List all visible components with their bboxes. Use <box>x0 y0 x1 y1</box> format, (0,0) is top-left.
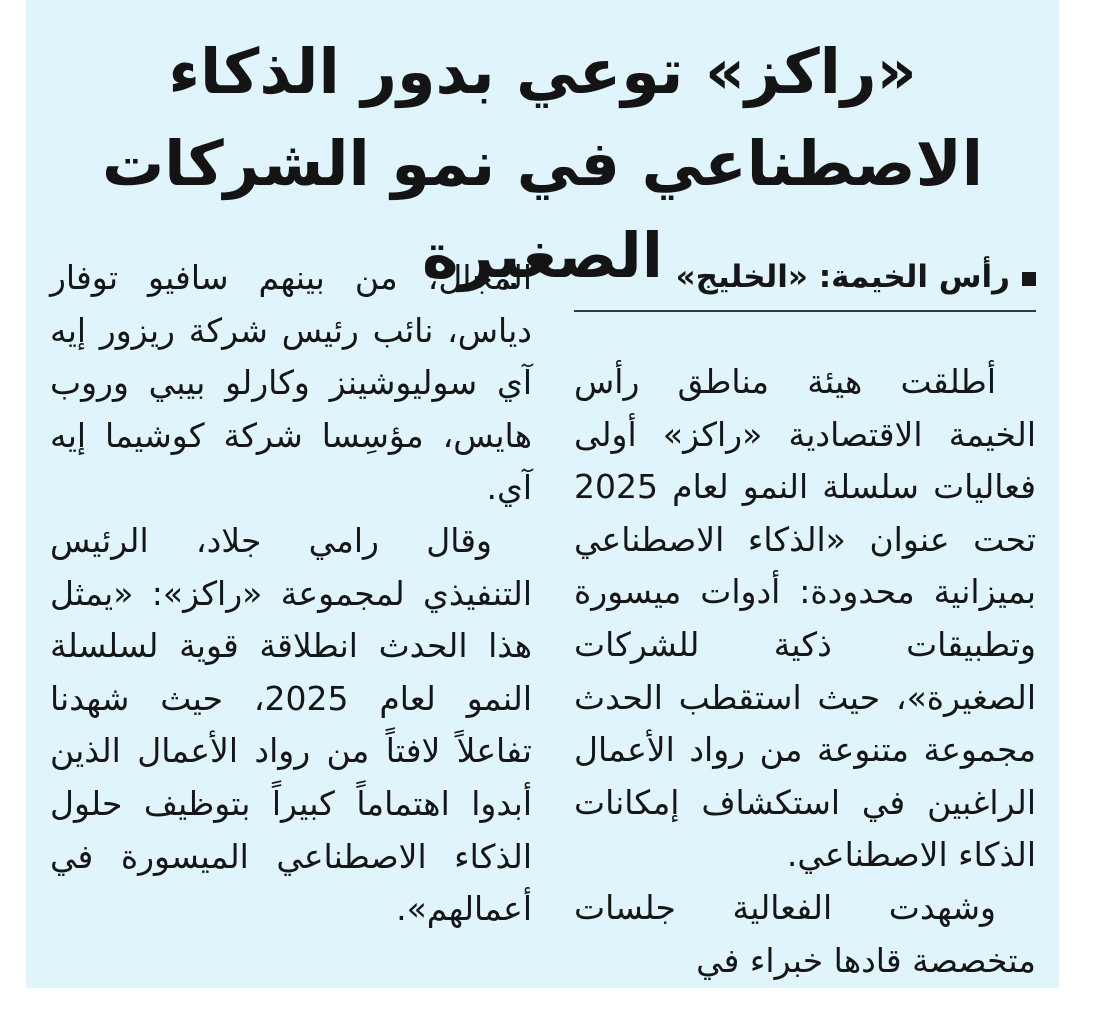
byline-text: رأس الخيمة: «الخليج» <box>675 259 1010 295</box>
article-clipping <box>26 0 1059 988</box>
body-paragraph: أطلقت هيئة مناطق رأس الخيمة الاقتصادية «راكز» أولى فعاليات سلسلة النمو لعام 2025 تحت عنوان «الذكاء الاصطناعي بميزانية محدودة: أدوات ميسورة وتطبيقات ذكية للشركات الصغيرة»، حيث استقطب الحدث مجموعة متنوعة من رواد الأعمال الراغبين في استكشاف إمكانات الذكاء الاصطناعي. <box>574 362 1036 875</box>
body-paragraph: وشهدت الفعالية جلسات متخصصة قادها خبراء في <box>574 887 1036 980</box>
body-paragraph: وقال رامي جلاد، الرئيس التنفيذي لمجموعة «راكز»: «يمثل هذا الحدث انطلاقة قوية لسلسلة النمو لعام 2025، حيث شهدنا تفاعلاً لافتاً من رواد الأعمال الذين أبدوا اهتماماً كبيراً بتوظيف حلول الذكاء الاصطناعي الميسورة في أعمالهم». <box>50 520 532 929</box>
square-bullet-icon <box>1022 272 1036 286</box>
left-column <box>50 252 532 936</box>
headline-line-1: «راكز» توعي بدور الذكاء <box>168 35 917 108</box>
headline-line-2: الاصطناعي في نمو الشركات الصغيرة <box>101 127 984 292</box>
body-paragraph: المجال، من بينهم سافيو توفار دياس، نائب رئيس شركة ريزور إيه آي سوليوشينز وكارلو بيبي وروب هايس، مؤسِسا شركة كوشيما إيه آي. <box>50 258 532 508</box>
byline <box>574 250 1036 312</box>
right-column <box>574 250 1036 987</box>
